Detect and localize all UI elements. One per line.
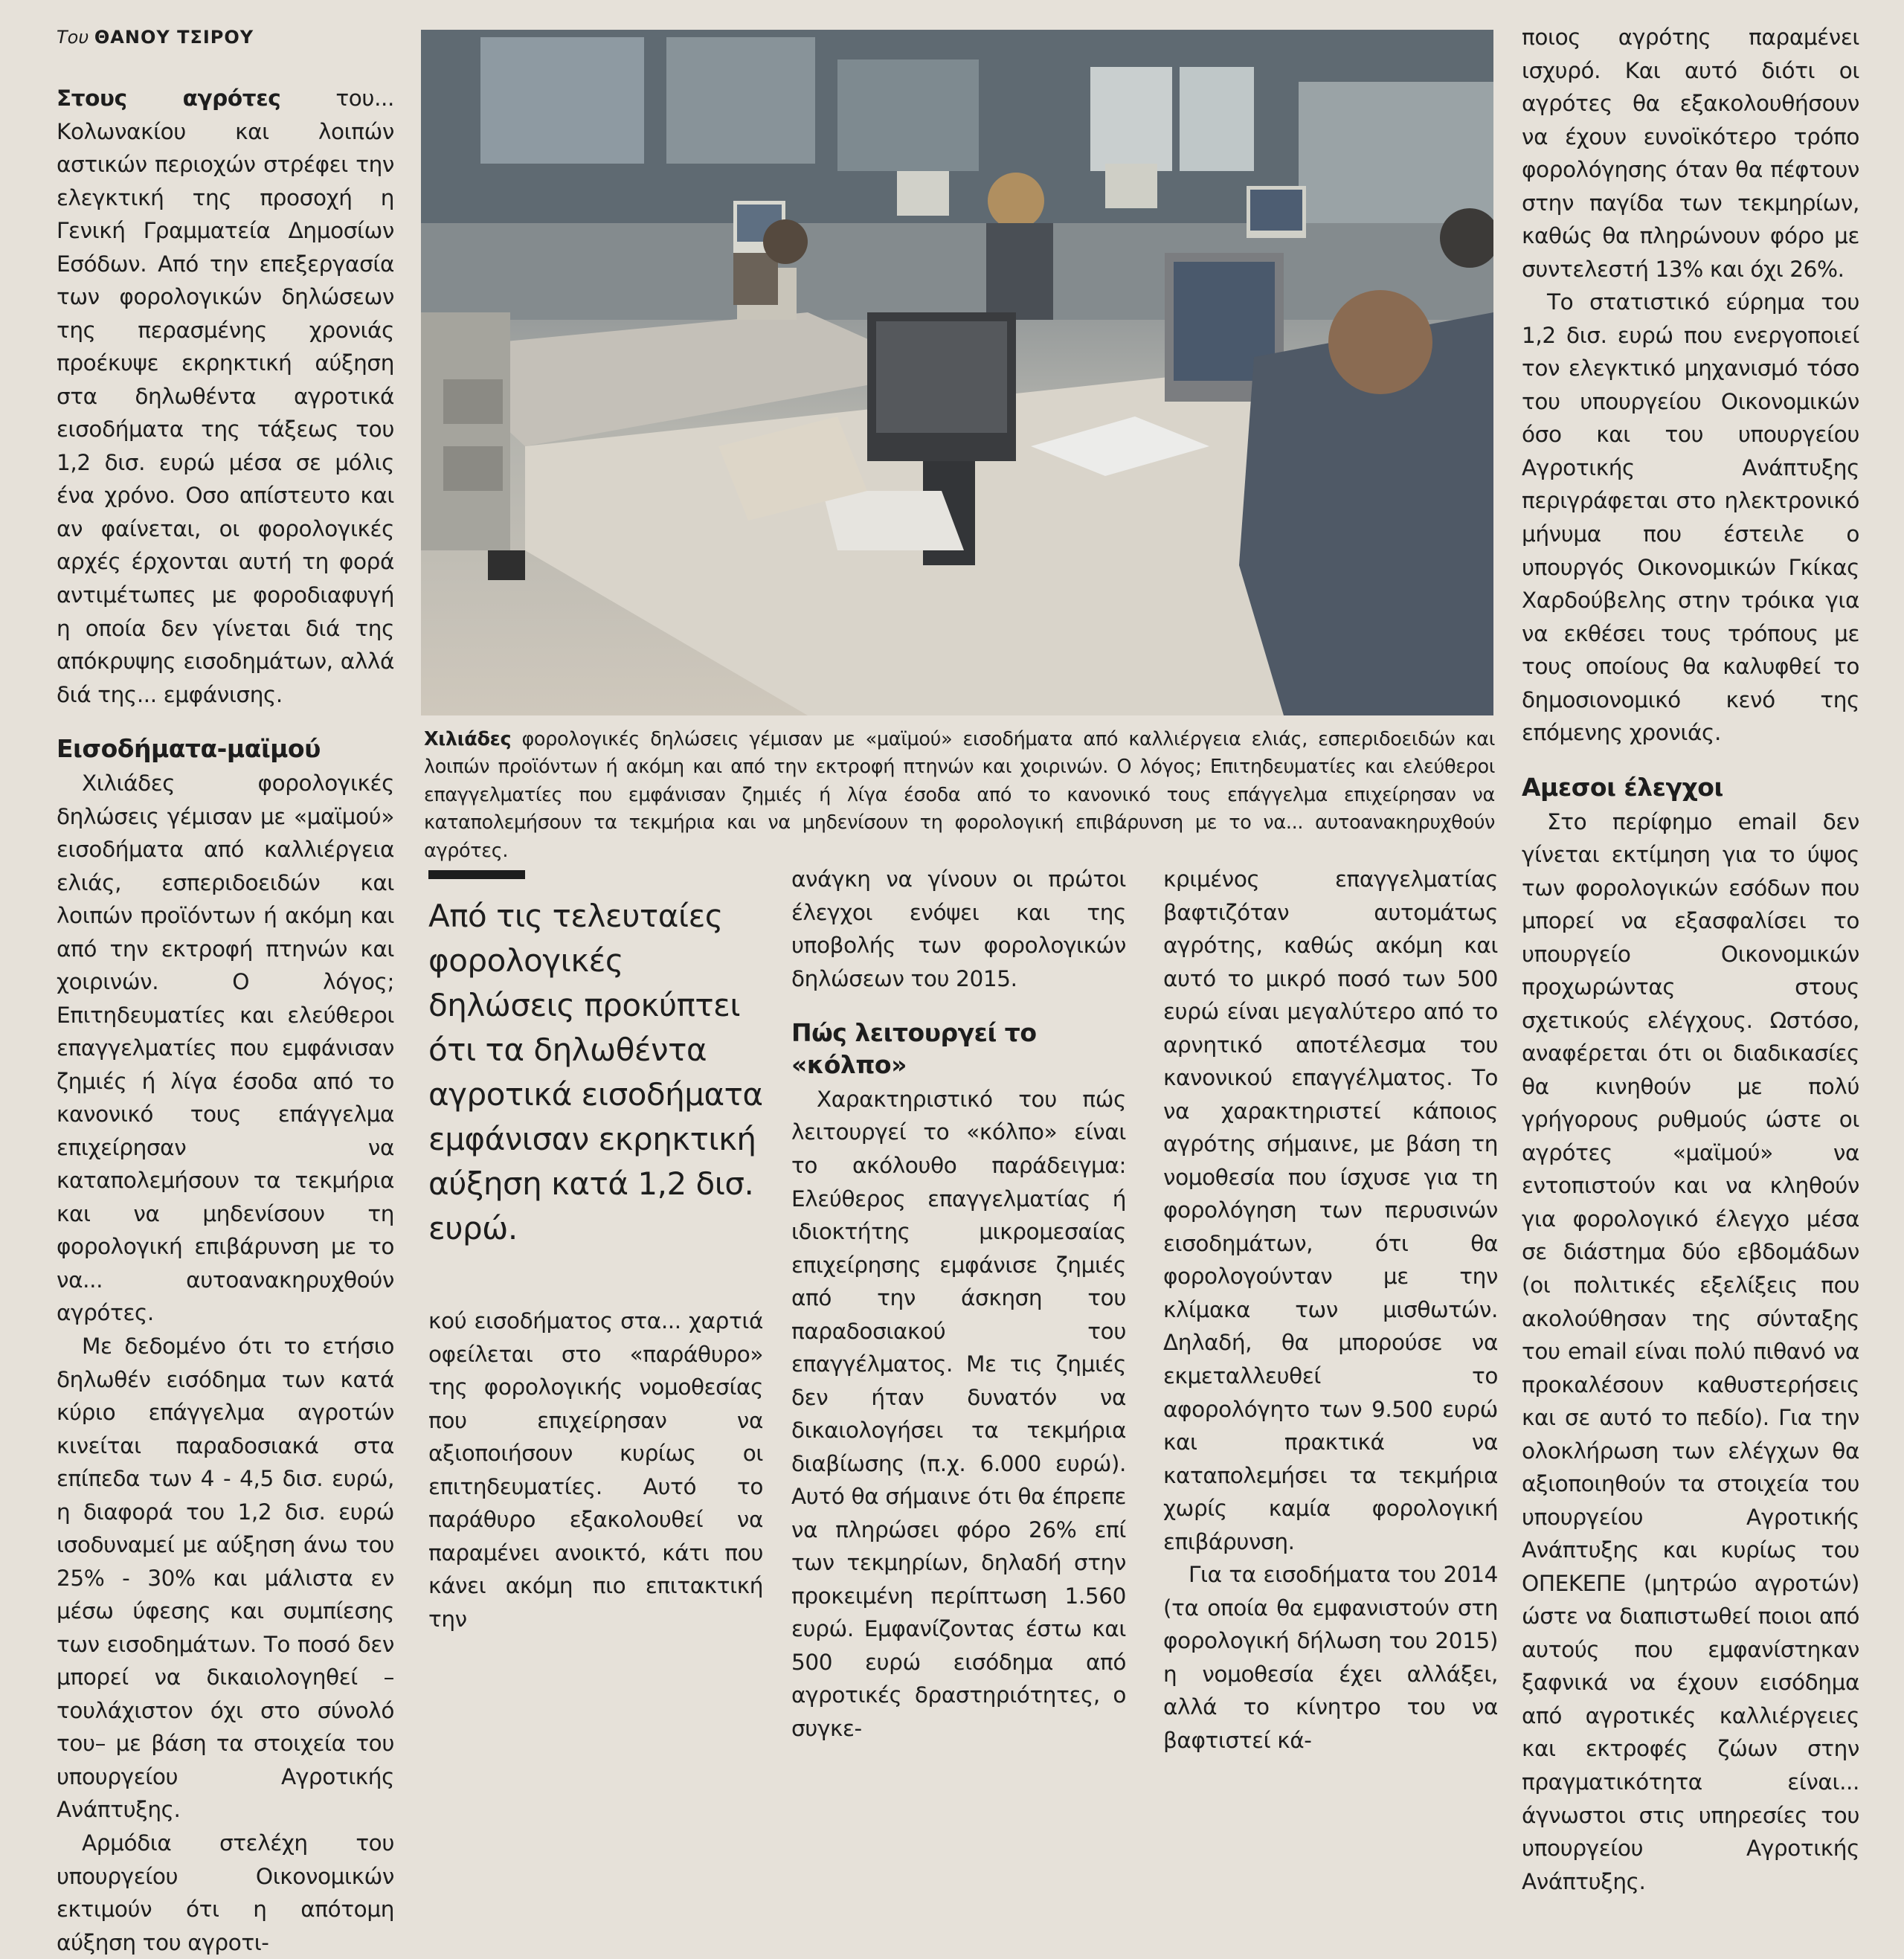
- column-2: [428, 1305, 763, 1635]
- paragraph: κριμένος επαγγελματίας βαφτιζόταν αυτομάτως αγρότης, καθώς ακόμη και αυτό το μικρό ποσό των 500 ευρώ είναι μεγαλύτερο από το αρνητικό αποτέλεσμα του κανονικού επαγγέλματος. Το να χαρακτηριστεί κάποιος αγρότης σήμαινε, με βάση τη νομοθεσία που ίσχυσε για τη φορολόγηση των περυσινών εισοδημάτων, ότι θα φορολογούνταν με την κλίμακα των μισθωτών. Δηλαδή, θα μπορούσε να εκμεταλλευθεί το αφορολόγητο των 9.500 ευρώ και πρακτικά να καταπολεμήσει τα τεκμήρια χωρίς καμία φορολογική επιβάρυνση.: [1163, 866, 1498, 1554]
- subhead-how-scheme-works: Πώς λειτουργεί το «κόλπο»: [791, 1018, 1037, 1080]
- byline: [57, 27, 254, 48]
- caption-text: φορολογικές δηλώσεις γέμισαν με «μαϊμού» εισοδήματα από καλλιέργεια ελιάς, εσπεριδοειδών και λοιπών προϊόντων ή ακόμη και από την εκτροφή πτηνών και χοιρινών. Ο λόγος; Επιτηδευματίες και ελεύθεροι επαγγελματίες που εμφάνισαν ζημιές ή λίγα έσοδα από το κανονικό τους επάγγελμα επιχείρησαν να καταπολεμήσουν τα τεκμήρια και να μηδενίσουν τη φορολογική επιβάρυνση με το να... αυτοανακηρυχθούν αγρότες.: [424, 728, 1495, 862]
- paragraph: κού εισοδήματος στα... χαρτιά οφείλεται στο «παράθυρο» της φορολογικής νομοθεσίας που επιχείρησαν να αξιοποιήσουν κυρίως οι επιτηδευματίες. Αυτό το παράθυρο εξακολουθεί να παραμένει ανοικτό, κάτι που κάνει ακόμη πιο επιτακτική την: [428, 1308, 763, 1632]
- column-5: [1522, 21, 1859, 1898]
- photo-caption: [424, 726, 1495, 865]
- office-photo: [421, 30, 1493, 715]
- column-4: [1163, 863, 1498, 1757]
- caption-lead: Χιλιάδες: [424, 728, 512, 750]
- paragraph: ποιος αγρότης παραμένει ισχυρό. Και αυτό διότι οι αγρότες θα εξακολουθήσουν να έχουν ευνοϊκότερο τρόπο φορολόγησης όταν θα πέφτουν στην παγίδα των τεκμηρίων, καθώς θα πληρώνουν φόρο με συντελεστή 13% και όχι 26%.: [1522, 25, 1859, 282]
- office-photo-illustration: [421, 30, 1493, 715]
- pullquote-rule: [428, 870, 525, 879]
- byline-author: ΘΑΝΟΥ ΤΣΙΡΟΥ: [94, 27, 254, 48]
- pullquote: Από τις τελευταίες φορολογικές δηλώσεις προκύπτει ότι τα δηλωθέντα αγροτικά εισοδήματα εμφάνισαν εκρηκτική αύξηση κατά 1,2 δισ. ευρώ.: [428, 898, 763, 1247]
- subhead-immediate-checks: Αμεσοι έλεγχοι: [1522, 772, 1723, 802]
- paragraph: Χαρακτηριστικό του πώς λειτουργεί το «κόλπο» είναι το ακόλουθο παράδειγμα: Ελεύθερος επαγγελματίας ή ιδιοκτήτης μικρομεσαίας επιχείρησης εμφάνισε ζημιές από την άσκηση του παραδοσιακού του επαγγέλματος. Με τις ζημιές δεν ήταν δυνατόν να δικαιολογήσει τα τεκμήρια διαβίωσης (π.χ. 6.000 ευρώ). Αυτό θα σήμαινε ότι θα έπρεπε να πληρώσει φόρο 26% επί των τεκμηρίων, δηλαδή στην προκειμένη περίπτωση 1.560 ευρώ. Εμφανίζοντας έστω και 500 ευρώ εισόδημα από αγροτικές δραστηριότητες, ο συγκε-: [791, 1086, 1126, 1741]
- subhead-income-fake: Εισοδήματα-μαϊμού: [57, 734, 321, 764]
- column-1: [57, 82, 394, 1959]
- paragraph: Για τα εισοδήματα του 2014 (τα οποία θα εμφανιστούν στη φορολογική δήλωση του 2015) η νομοθεσία έχει αλλάξει, αλλά το κίνητρο του να βαφτιστεί κά-: [1163, 1562, 1498, 1753]
- paragraph: Στο περίφημο email δεν γίνεται εκτίμηση για το ύψος των φορολογικών εσόδων που μπορεί να εξασφαλίσει το υπουργείο Οικονομικών προχωρώντας στους σχετικούς ελέγχους. Ωστόσο, αναφέρεται ότι οι διαδικασίες θα κινηθούν με πολύ γρήγορους ρυθμούς ώστε οι αγρότες «μαϊμού» να εντοπιστούν και να κληθούν για φορολογικό έλεγχο μέσα σε διάστημα δύο εβδομάδων (οι πολιτικές εξελίξεις που ακολούθησαν της σύνταξης του email είναι πολύ πιθανό να προκαλέσουν καθυστερήσεις και σε αυτό το πεδίο). Για την ολοκλήρωση των ελέγχων θα αξιοποιηθούν τα στοιχεία του υπουργείου Αγροτικής Ανάπτυξης και κυρίως του ΟΠΕΚΕΠΕ (μητρώο αγροτών) ώστε να διαπιστωθεί ποιοι από αυτούς που εμφανίστηκαν ξαφνικά να έχουν εισόδημα από αγροτικές καλλιέργειες και εκτροφές ζώων στην πραγματικότητα είναι... άγνωστοι στις υπηρεσίες του υπουργείου Αγροτικής Ανάπτυξης.: [1522, 808, 1859, 1894]
- paragraph: Χιλιάδες φορολογικές δηλώσεις γέμισαν με «μαϊμού» εισοδήματα από καλλιέργεια ελιάς, εσπεριδοειδών και λοιπών προϊόντων ή ακόμη και από την εκτροφή πτηνών και χοιρινών. Ο λόγος; Επιτηδευματίες και ελεύθεροι επαγγελματίες που εμφάνισαν ζημιές ή λίγα έσοδα από το κανονικό τους επάγγελμα επιχείρησαν να καταπολεμήσουν τα τεκμήρια και να μηδενίσουν τη φορολογική επιβάρυνση με το να... αυτοανακηρυχθούν αγρότες.: [57, 770, 394, 1326]
- paragraph: Το στατιστικό εύρημα του 1,2 δισ. ευρώ που ενεργοποιεί τον ελεγκτικό μηχανισμό τόσο του υπουργείου Οικονομικών όσο και του υπουργείου Αγροτικής Ανάπτυξης περιγράφεται στο ηλεκτρονικό μήνυμα που έστειλε ο υπουργός Οικονομικών Γκίκας Χαρδούβελης στην τρόικα για να εκθέσει τους τρόπους με τους οποίους θα καλυφθεί το δημοσιονομικό κενό της επόμενης χρονιάς.: [1522, 289, 1859, 746]
- intro-text: του... Κολωνακίου και λοιπών αστικών περιοχών στρέφει την ελεγκτική της προσοχή η Γενική Γραμματεία Δημοσίων Εσόδων. Από την επεξεργασία των φορολογικών δηλώσεων της περασμένης χρονιάς προέκυψε εκρηκτική αύξηση στα δηλωθέντα αγροτικά εισοδήματα της τάξεως του 1,2 δισ. ευρώ μέσα σε μόλις ένα χρόνο. Οσο απίστευτο και αν φαίνεται, οι φορολογικές αρχές έρχονται αυτή τη φορά αντιμέτωπες με φοροδιαφυγή η οποία δεν γίνεται διά της απόκρυψης εισοδημάτων, αλλά διά της... εμφάνισης.: [57, 86, 395, 707]
- paragraph: ανάγκη να γίνουν οι πρώτοι έλεγχοι ενόψει και της υποβολής των φορολογικών δηλώσεων του 2015.: [791, 866, 1126, 991]
- column-3: [791, 863, 1126, 1746]
- article-intro: [57, 82, 394, 711]
- paragraph: Με δεδομένο ότι το ετήσιο δηλωθέν εισόδημα των κατά κύριο επάγγελμα αγροτών κινείται παραδοσιακά στα επίπεδα των 4 - 4,5 δισ. ευρώ, η διαφορά του 1,2 δισ. ευρώ ισοδυναμεί με αύξηση άνω του 25% - 30% και μάλιστα εν μέσω ύφεσης και συμπίεσης των εισοδημάτων. Το ποσό δεν μπορεί να δικαιολογηθεί –τουλάχιστον όχι στο σύνολό του– με βάση τα στοιχεία του υπουργείου Αγροτικής Ανάπτυξης.: [57, 1334, 394, 1823]
- byline-prefix: Του: [57, 27, 89, 48]
- paragraph: Αρμόδια στελέχη του υπουργείου Οικονομικών εκτιμούν ότι η απότομη αύξηση του αγροτι-: [57, 1830, 394, 1955]
- intro-lead: Στους αγρότες: [57, 86, 281, 111]
